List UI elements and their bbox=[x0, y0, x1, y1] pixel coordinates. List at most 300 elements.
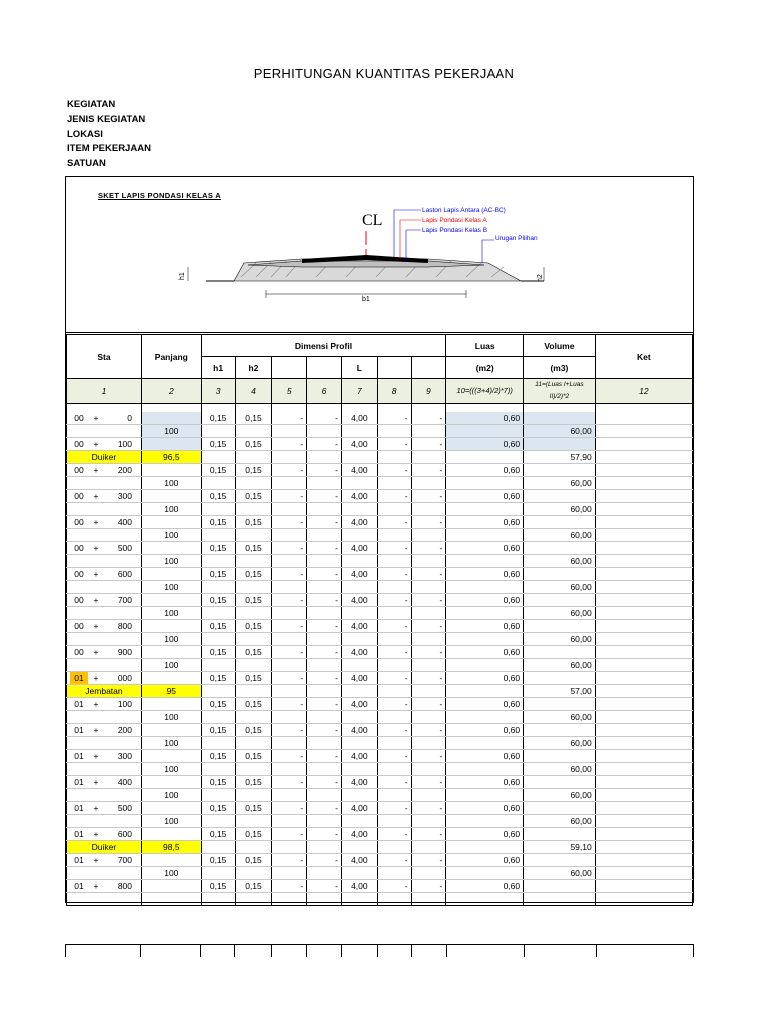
l-cell: 4,00 bbox=[341, 880, 377, 893]
luas-cell bbox=[446, 555, 524, 568]
h2-cell: 0,15 bbox=[235, 672, 272, 685]
spacer-row bbox=[67, 404, 693, 413]
h1-cell: 0,15 bbox=[201, 464, 235, 477]
table-cell bbox=[341, 815, 377, 828]
station-row bbox=[67, 828, 693, 841]
table-cell bbox=[341, 893, 377, 906]
panjang-cell bbox=[141, 594, 201, 607]
ket-cell bbox=[595, 490, 692, 503]
dim5-cell: - bbox=[272, 516, 307, 529]
segment-row bbox=[67, 555, 693, 568]
table-cell bbox=[307, 685, 342, 698]
h2-cell: 0,15 bbox=[235, 750, 272, 763]
table-cell bbox=[377, 893, 411, 906]
h2-cell: 0,15 bbox=[235, 724, 272, 737]
calculation-sheet bbox=[65, 176, 694, 903]
luas-cell bbox=[446, 867, 524, 880]
table-cell bbox=[235, 711, 272, 724]
luas-cell: 0,60 bbox=[446, 542, 524, 555]
sta-km: 00 bbox=[74, 465, 84, 475]
table-cell bbox=[272, 503, 307, 516]
luas-cell: 0,60 bbox=[446, 750, 524, 763]
sta-cell bbox=[67, 477, 142, 490]
dim9-cell: - bbox=[411, 594, 446, 607]
sta-m: 200 bbox=[117, 725, 132, 735]
luas-cell: 0,60 bbox=[446, 724, 524, 737]
meta-satuan: SATUAN bbox=[67, 158, 106, 170]
sta-cell: 01 + 800 bbox=[67, 880, 142, 893]
dim6-cell: - bbox=[307, 828, 342, 841]
dim8-cell: - bbox=[377, 542, 411, 555]
table-cell bbox=[411, 867, 446, 880]
dim9-cell: - bbox=[411, 672, 446, 685]
header-luas-unit: (m2) bbox=[446, 357, 524, 379]
table-cell bbox=[377, 529, 411, 542]
segment-row bbox=[67, 477, 693, 490]
sta-km: 00 bbox=[74, 413, 84, 423]
table-cell bbox=[235, 841, 272, 854]
table-cell bbox=[235, 893, 272, 906]
ket-cell bbox=[595, 854, 692, 867]
volume-cell: 60,00 bbox=[524, 789, 596, 802]
volume-cell bbox=[524, 854, 596, 867]
table-cell bbox=[377, 477, 411, 490]
segment-label: Duiker bbox=[67, 841, 142, 854]
volume-cell bbox=[524, 568, 596, 581]
h1-cell: 0,15 bbox=[201, 724, 235, 737]
sta-cell bbox=[67, 711, 142, 724]
ket-cell bbox=[595, 581, 692, 594]
table-cell bbox=[307, 555, 342, 568]
luas-cell bbox=[446, 451, 524, 464]
segment-row bbox=[67, 659, 693, 672]
segment-row bbox=[67, 503, 693, 516]
volume-cell: 60,00 bbox=[524, 607, 596, 620]
l-cell: 4,00 bbox=[341, 620, 377, 633]
volume-cell: 57,00 bbox=[524, 685, 596, 698]
table-cell bbox=[307, 581, 342, 594]
ket-cell bbox=[595, 698, 692, 711]
table-cell bbox=[201, 685, 235, 698]
dim8-cell: - bbox=[377, 698, 411, 711]
volume-cell bbox=[524, 828, 596, 841]
luas-cell: 0,60 bbox=[446, 490, 524, 503]
panjang-cell: 100 bbox=[141, 529, 201, 542]
volume-cell: 60,00 bbox=[524, 867, 596, 880]
dim6-cell: - bbox=[307, 594, 342, 607]
dim9-cell: - bbox=[411, 412, 446, 425]
station-row bbox=[67, 490, 693, 503]
ket-cell bbox=[595, 633, 692, 646]
header-sta: Sta bbox=[67, 335, 142, 379]
sta-km: 01 bbox=[74, 777, 84, 787]
segment-label: Duiker bbox=[67, 451, 142, 464]
l-cell: 4,00 bbox=[341, 750, 377, 763]
h2-cell: 0,15 bbox=[235, 698, 272, 711]
meta-kegiatan: KEGIATAN bbox=[67, 99, 116, 110]
table-cell bbox=[235, 555, 272, 568]
sta-cell: 00 + 800 bbox=[67, 620, 142, 633]
luas-cell: 0,60 bbox=[446, 620, 524, 633]
volume-cell: 60,00 bbox=[524, 815, 596, 828]
ket-cell bbox=[595, 646, 692, 659]
station-row bbox=[67, 724, 693, 737]
volume-cell bbox=[524, 490, 596, 503]
h1-cell: 0,15 bbox=[201, 802, 235, 815]
volume-cell bbox=[524, 438, 596, 451]
table-cell bbox=[377, 763, 411, 776]
luas-cell bbox=[446, 737, 524, 750]
panjang-cell bbox=[141, 412, 201, 425]
table-cell bbox=[341, 477, 377, 490]
table-cell bbox=[377, 659, 411, 672]
table-cell bbox=[307, 763, 342, 776]
table-cell bbox=[341, 685, 377, 698]
luas-cell: 0,60 bbox=[446, 646, 524, 659]
header-volume-unit: (m3) bbox=[524, 357, 596, 379]
panjang-cell: 100 bbox=[141, 789, 201, 802]
table-cell bbox=[272, 737, 307, 750]
header-row-1 bbox=[67, 335, 693, 357]
table-cell bbox=[411, 893, 446, 906]
table-cell bbox=[377, 815, 411, 828]
header-blank-8 bbox=[377, 357, 411, 379]
sta-cell: 00 + 100 bbox=[67, 438, 142, 451]
sta-cell bbox=[67, 503, 142, 516]
sta-m: 900 bbox=[117, 647, 132, 657]
sta-km: 00 bbox=[74, 439, 84, 449]
cross-section-sketch bbox=[66, 177, 693, 333]
panjang-cell: 100 bbox=[141, 503, 201, 516]
ket-cell bbox=[595, 555, 692, 568]
table-cell bbox=[411, 451, 446, 464]
colnum: 2 bbox=[141, 379, 201, 404]
l-cell: 4,00 bbox=[341, 568, 377, 581]
luas-cell: 0,60 bbox=[446, 672, 524, 685]
dim5-cell: - bbox=[272, 880, 307, 893]
table-cell bbox=[411, 789, 446, 802]
table-cell bbox=[411, 607, 446, 620]
volume-cell: 60,00 bbox=[524, 737, 596, 750]
table-cell bbox=[235, 659, 272, 672]
sta-m: 000 bbox=[117, 673, 132, 683]
table-cell bbox=[235, 451, 272, 464]
table-cell bbox=[272, 633, 307, 646]
sta-km: 01 bbox=[74, 725, 84, 735]
table-cell bbox=[235, 607, 272, 620]
sta-cell: 00 + 300 bbox=[67, 490, 142, 503]
colnum: 3 bbox=[201, 379, 235, 404]
volume-cell: 60,00 bbox=[524, 555, 596, 568]
dim9-cell: - bbox=[411, 776, 446, 789]
sta-km: 00 bbox=[74, 543, 84, 553]
panjang-cell: 100 bbox=[141, 737, 201, 750]
ket-cell bbox=[595, 763, 692, 776]
h2-cell: 0,15 bbox=[235, 464, 272, 477]
dim5-cell: - bbox=[272, 464, 307, 477]
table-cell bbox=[341, 425, 377, 438]
table-cell bbox=[201, 607, 235, 620]
station-row bbox=[67, 620, 693, 633]
station-row bbox=[67, 750, 693, 763]
sta-km: 00 bbox=[74, 595, 84, 605]
panjang-cell bbox=[141, 802, 201, 815]
dim9-cell: - bbox=[411, 438, 446, 451]
dim8-cell: - bbox=[377, 594, 411, 607]
cross-section-drawing bbox=[66, 177, 692, 331]
panjang-cell: 100 bbox=[141, 711, 201, 724]
panjang-cell bbox=[141, 828, 201, 841]
table-cell bbox=[307, 893, 342, 906]
sta-cell: 00 + 0 bbox=[67, 412, 142, 425]
volume-cell bbox=[524, 646, 596, 659]
table-cell bbox=[201, 789, 235, 802]
volume-cell: 60,00 bbox=[524, 711, 596, 724]
luas-cell: 0,60 bbox=[446, 516, 524, 529]
header-volume: Volume bbox=[524, 335, 596, 357]
table-cell bbox=[377, 555, 411, 568]
table-cell bbox=[272, 711, 307, 724]
panjang-cell: 96,5 bbox=[141, 451, 201, 464]
dim6-cell: - bbox=[307, 542, 342, 555]
h2-cell: 0,15 bbox=[235, 490, 272, 503]
sta-m: 600 bbox=[117, 829, 132, 839]
ket-cell bbox=[595, 594, 692, 607]
dim6-cell: - bbox=[307, 776, 342, 789]
h1-cell: 0,15 bbox=[201, 490, 235, 503]
sta-cell: 01 + 400 bbox=[67, 776, 142, 789]
sta-cell: 01 + 600 bbox=[67, 828, 142, 841]
sta-cell bbox=[67, 659, 142, 672]
dim8-cell: - bbox=[377, 880, 411, 893]
dim5-cell: - bbox=[272, 828, 307, 841]
dim8-cell: - bbox=[377, 724, 411, 737]
sta-m: 600 bbox=[117, 569, 132, 579]
luas-cell: 0,60 bbox=[446, 698, 524, 711]
table-cell bbox=[307, 841, 342, 854]
dim8-cell: - bbox=[377, 828, 411, 841]
volume-cell: 60,00 bbox=[524, 763, 596, 776]
page-title: PERHITUNGAN KUANTITAS PEKERJAAN bbox=[253, 66, 515, 81]
panjang-cell: 100 bbox=[141, 763, 201, 776]
ket-cell bbox=[595, 516, 692, 529]
ket-cell bbox=[595, 828, 692, 841]
station-row bbox=[67, 594, 693, 607]
dim9-cell: - bbox=[411, 646, 446, 659]
colnum: 6 bbox=[307, 379, 342, 404]
dim8-cell: - bbox=[377, 646, 411, 659]
luas-cell bbox=[446, 633, 524, 646]
table-cell bbox=[272, 529, 307, 542]
table-cell bbox=[411, 659, 446, 672]
l-cell: 4,00 bbox=[341, 828, 377, 841]
luas-cell bbox=[446, 581, 524, 594]
table-cell bbox=[272, 841, 307, 854]
panjang-cell bbox=[141, 490, 201, 503]
ket-cell bbox=[595, 711, 692, 724]
table-cell bbox=[341, 581, 377, 594]
l-cell: 4,00 bbox=[341, 698, 377, 711]
table-cell bbox=[235, 867, 272, 880]
luas-cell: 0,60 bbox=[446, 854, 524, 867]
l-cell: 4,00 bbox=[341, 490, 377, 503]
table-cell bbox=[235, 815, 272, 828]
table-cell bbox=[411, 841, 446, 854]
table-cell bbox=[307, 789, 342, 802]
ket-cell bbox=[595, 737, 692, 750]
dim5-cell: - bbox=[272, 724, 307, 737]
dim5-cell: - bbox=[272, 438, 307, 451]
table-cell bbox=[272, 763, 307, 776]
dim8-cell: - bbox=[377, 438, 411, 451]
table-cell bbox=[272, 867, 307, 880]
table-cell bbox=[411, 763, 446, 776]
h1-cell: 0,15 bbox=[201, 776, 235, 789]
segment-row bbox=[67, 451, 693, 464]
table-cell bbox=[201, 503, 235, 516]
table-cell bbox=[307, 607, 342, 620]
sta-cell: 01 + 200 bbox=[67, 724, 142, 737]
ket-cell bbox=[595, 789, 692, 802]
panjang-cell: 100 bbox=[141, 815, 201, 828]
panjang-cell: 95 bbox=[141, 685, 201, 698]
luas-cell bbox=[446, 685, 524, 698]
sta-cell bbox=[67, 529, 142, 542]
dim5-cell: - bbox=[272, 854, 307, 867]
ket-cell bbox=[595, 867, 692, 880]
table-cell bbox=[235, 685, 272, 698]
h1-cell: 0,15 bbox=[201, 568, 235, 581]
dim6-cell: - bbox=[307, 750, 342, 763]
table-cell bbox=[377, 841, 411, 854]
ket-cell bbox=[595, 880, 692, 893]
sta-m: 0 bbox=[127, 413, 132, 423]
dim6-cell: - bbox=[307, 646, 342, 659]
ket-cell bbox=[595, 724, 692, 737]
panjang-cell: 100 bbox=[141, 867, 201, 880]
sta-km: 01 bbox=[74, 855, 84, 865]
table-cell bbox=[201, 425, 235, 438]
table-cell bbox=[341, 555, 377, 568]
dim6-cell: - bbox=[307, 490, 342, 503]
volume-cell bbox=[524, 776, 596, 789]
volume-cell: 60,00 bbox=[524, 529, 596, 542]
dim6-cell: - bbox=[307, 854, 342, 867]
panjang-cell bbox=[141, 542, 201, 555]
dim8-cell: - bbox=[377, 568, 411, 581]
l-cell: 4,00 bbox=[341, 542, 377, 555]
header-ket: Ket bbox=[595, 335, 692, 379]
header-l: L bbox=[341, 357, 377, 379]
ket-cell bbox=[595, 672, 692, 685]
h1-cell: 0,15 bbox=[201, 698, 235, 711]
dim8-cell: - bbox=[377, 672, 411, 685]
table-cell bbox=[446, 893, 524, 906]
table-cell bbox=[377, 451, 411, 464]
volume-cell: 60,00 bbox=[524, 477, 596, 490]
table-cell bbox=[307, 425, 342, 438]
h2-cell: 0,15 bbox=[235, 516, 272, 529]
table-cell bbox=[524, 893, 596, 906]
ket-cell bbox=[595, 529, 692, 542]
segment-row bbox=[67, 581, 693, 594]
h2-cell: 0,15 bbox=[235, 646, 272, 659]
station-row bbox=[67, 854, 693, 867]
sta-m: 100 bbox=[117, 699, 132, 709]
l-cell: 4,00 bbox=[341, 724, 377, 737]
sta-m: 800 bbox=[117, 621, 132, 631]
ket-cell bbox=[595, 841, 692, 854]
panjang-cell: 100 bbox=[141, 581, 201, 594]
dim6-cell: - bbox=[307, 620, 342, 633]
label-lapis-b: Lapis Pondasi Kelas B bbox=[422, 227, 488, 234]
dim6-cell: - bbox=[307, 568, 342, 581]
segment-row bbox=[67, 529, 693, 542]
sta-km: 01 bbox=[74, 803, 84, 813]
table-cell bbox=[201, 633, 235, 646]
table-cell bbox=[272, 607, 307, 620]
h1-cell: 0,15 bbox=[201, 854, 235, 867]
ket-cell bbox=[595, 776, 692, 789]
panjang-cell: 100 bbox=[141, 555, 201, 568]
luas-cell bbox=[446, 711, 524, 724]
meta-jenis-kegiatan: JENIS KEGIATAN bbox=[67, 113, 146, 125]
table-cell bbox=[341, 451, 377, 464]
volume-cell bbox=[524, 724, 596, 737]
table-cell bbox=[595, 893, 692, 906]
table-cell bbox=[201, 841, 235, 854]
volume-cell bbox=[524, 672, 596, 685]
panjang-cell bbox=[141, 620, 201, 633]
table-cell bbox=[377, 789, 411, 802]
station-row bbox=[67, 438, 693, 451]
colnum: 8 bbox=[377, 379, 411, 404]
l-cell: 4,00 bbox=[341, 438, 377, 451]
meta-lokasi: LOKASI bbox=[67, 128, 103, 140]
table-cell bbox=[307, 451, 342, 464]
ket-cell bbox=[595, 750, 692, 763]
ket-cell bbox=[595, 620, 692, 633]
h2-cell: 0,15 bbox=[235, 438, 272, 451]
sta-km: 00 bbox=[74, 491, 84, 501]
sta-km: 01 bbox=[70, 672, 88, 684]
station-row bbox=[67, 802, 693, 815]
volume-cell: 57,90 bbox=[524, 451, 596, 464]
table-cell bbox=[272, 659, 307, 672]
h1-cell: 0,15 bbox=[201, 672, 235, 685]
volume-cell: 59,10 bbox=[524, 841, 596, 854]
header-dimensi: Dimensi Profil bbox=[201, 335, 446, 357]
dim8-cell: - bbox=[377, 490, 411, 503]
panjang-cell bbox=[141, 438, 201, 451]
table-cell bbox=[411, 581, 446, 594]
ket-cell bbox=[595, 451, 692, 464]
table-cell bbox=[341, 529, 377, 542]
segment-row bbox=[67, 867, 693, 880]
table-cell bbox=[272, 789, 307, 802]
l-cell: 4,00 bbox=[341, 802, 377, 815]
panjang-cell bbox=[141, 698, 201, 711]
sta-km: 01 bbox=[74, 829, 84, 839]
station-row bbox=[67, 672, 693, 685]
table-cell bbox=[341, 789, 377, 802]
colnum: 1 bbox=[67, 379, 142, 404]
table-cell bbox=[377, 685, 411, 698]
ket-cell bbox=[595, 542, 692, 555]
table-cell bbox=[411, 555, 446, 568]
sta-m: 200 bbox=[117, 465, 132, 475]
volume-cell bbox=[524, 464, 596, 477]
